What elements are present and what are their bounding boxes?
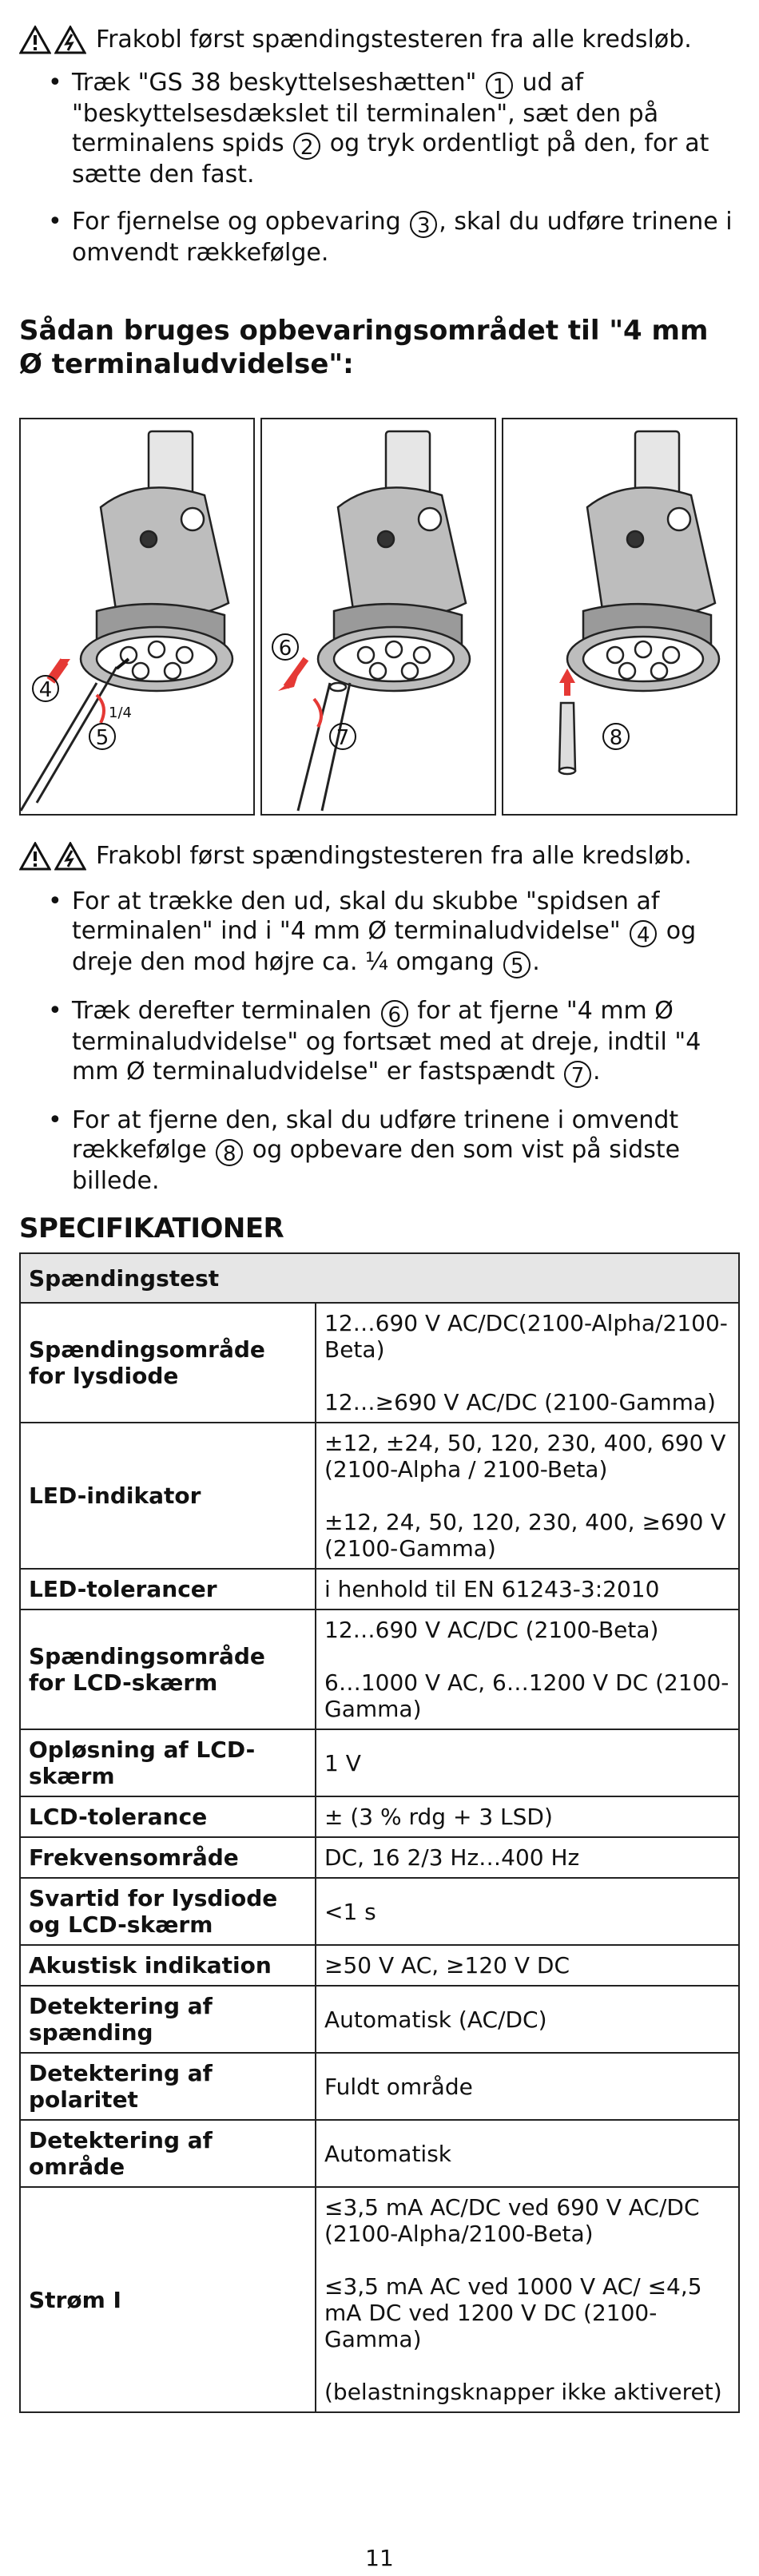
spec-label: Spændingsområde for lysdiode (20, 1303, 316, 1423)
spec-value-line: 12…690 V AC/DC(2100-Alpha/2100-Beta) (324, 1310, 728, 1363)
callout-number: 3 (410, 211, 437, 238)
spec-value-line: Fuldt område (324, 2073, 473, 2100)
callout-number: 7 (564, 1061, 591, 1088)
tester-illustration (503, 419, 736, 814)
spec-label: LED-tolerancer (20, 1569, 316, 1610)
spec-label: Opløsning af LCD-skærm (20, 1729, 316, 1796)
figure-1 (19, 418, 255, 816)
warning-line-1 (19, 24, 692, 56)
spec-label: LCD-tolerance (20, 1796, 316, 1837)
figure-3 (502, 418, 737, 816)
table-header: Spændingstest (20, 1253, 739, 1303)
text: for at fjerne "4 mm Ø terminaludvidelse" og fortsæt med at dreje, indtil "4 mm Ø terminaludvidelse" er fastspændt (72, 997, 701, 1086)
spec-value-line: i henhold til EN 61243-3:2010 (324, 1576, 660, 1602)
list-item (48, 207, 735, 268)
text: og dreje den mod højre ca. ¼ omgang (72, 917, 697, 976)
rotation-fraction: 1/4 (109, 705, 132, 721)
spec-value (316, 1837, 739, 1878)
spec-value-line: <1 s (324, 1898, 376, 1925)
spec-value-line: (belastningsknapper ikke aktiveret) (324, 2379, 722, 2405)
callout-number: 8 (602, 723, 630, 750)
spec-label: Frekvensområde (20, 1837, 316, 1878)
table-header-row (20, 1253, 739, 1303)
spec-label: Akustisk indikation (20, 1945, 316, 1986)
spec-value-line: ≥50 V AC, ≥120 V DC (324, 1952, 570, 1979)
warning-text: Frakobl først spændingstesteren fra alle kredsløb. (96, 842, 692, 870)
specifications-table (19, 1252, 740, 2413)
warning-line-2 (19, 840, 692, 872)
callout-number: 8 (216, 1139, 243, 1166)
callout-number: 2 (293, 133, 320, 160)
spec-label: Svartid for lysdiode og LCD-skærm (20, 1878, 316, 1945)
table-row (20, 1569, 739, 1610)
spec-value-line: Automatisk (324, 2140, 452, 2167)
figure-row (19, 418, 738, 817)
spec-value-line: 1 V (324, 1749, 361, 1776)
spec-label: Detektering af spænding (20, 1986, 316, 2053)
table-row (20, 2120, 739, 2187)
figure-2 (260, 418, 496, 816)
table-row (20, 1423, 739, 1569)
spec-value-line: Automatisk (AC/DC) (324, 2006, 547, 2033)
instruction-list-1 (48, 68, 735, 285)
spec-value (316, 2053, 739, 2120)
text: og opbevare den som vist på sidste billede. (72, 1136, 681, 1195)
list-item (48, 996, 735, 1088)
spec-value (316, 1986, 739, 2053)
table-row (20, 1986, 739, 2053)
tester-illustration (262, 419, 495, 814)
text: , skal du udføre trinene i omvendt rækkefølge. (72, 208, 733, 267)
table-row (20, 2187, 739, 2412)
text: For fjernelse og opbevaring (72, 208, 401, 236)
page-number: 11 (365, 2545, 394, 2571)
warning-text: Frakobl først spændingstesteren fra alle kredsløb. (96, 26, 692, 54)
electric-hazard-icon (54, 26, 86, 54)
table-row (20, 1837, 739, 1878)
warning-triangle-icon (19, 842, 51, 871)
callout-number: 5 (503, 951, 531, 978)
callout-number: 4 (630, 920, 657, 947)
callout-number: 4 (32, 675, 59, 702)
list-item (48, 887, 735, 978)
spec-value-line: DC, 16 2/3 Hz…400 Hz (324, 1844, 580, 1871)
spec-label: Strøm I (20, 2187, 316, 2412)
spec-value-line: ± (3 % rdg + 3 LSD) (324, 1804, 553, 1830)
table-row (20, 2053, 739, 2120)
callout-number: 7 (329, 723, 356, 750)
spec-value (316, 1303, 739, 1423)
spec-value (316, 1945, 739, 1986)
spec-value-line: ±12, 24, 50, 120, 230, 400, ≥690 V (2100-Gamma) (324, 1509, 726, 1562)
warning-icons (19, 842, 86, 871)
spec-label: Detektering af område (20, 2120, 316, 2187)
list-item (48, 1105, 735, 1196)
spec-value (316, 1569, 739, 1610)
table-row (20, 1796, 739, 1837)
spec-value (316, 1729, 739, 1796)
callout-number: 6 (272, 633, 299, 661)
table-row (20, 1945, 739, 1986)
callout-number: 6 (381, 1000, 408, 1027)
text: Træk derefter terminalen (72, 997, 372, 1025)
spec-value (316, 1878, 739, 1945)
spec-value (316, 2120, 739, 2187)
spec-value-line: ≤3,5 mA AC/DC ved 690 V AC/DC (2100-Alpha/2100-Beta) (324, 2194, 700, 2247)
table-row (20, 1729, 739, 1796)
spec-label: LED-indikator (20, 1423, 316, 1569)
table-row (20, 1878, 739, 1945)
text: ud af "beskyttelsesdækslet til terminalen", sæt den på terminalens spids (72, 69, 659, 157)
spec-label: Spændingsområde for LCD-skærm (20, 1610, 316, 1729)
list-item (48, 68, 735, 189)
spec-value-line: 6…1000 V AC, 6…1200 V DC (2100-Gamma) (324, 1669, 729, 1722)
text: For at fjerne den, skal du udføre trinene i omvendt rækkefølge (72, 1106, 679, 1164)
spec-value-line: ±12, ±24, 50, 120, 230, 400, 690 V (2100-Alpha / 2100-Beta) (324, 1430, 726, 1482)
table-row (20, 1610, 739, 1729)
spec-value (316, 2187, 739, 2412)
specifications-title: SPECIFIKATIONER (19, 1213, 284, 1244)
text: Træk "GS 38 beskyttelseshætten" (72, 69, 477, 97)
instruction-list-2 (48, 887, 735, 1213)
warning-icons (19, 26, 86, 54)
warning-triangle-icon (19, 26, 51, 54)
spec-value (316, 1796, 739, 1837)
text: For at trække den ud, skal du skubbe "spidsen af terminalen" ind i "4 mm Ø terminaludvidelse" (72, 887, 660, 945)
spec-value (316, 1610, 739, 1729)
text: og tryk ordentligt på den, for at sætte den fast. (72, 129, 709, 189)
spec-value-line: 12…690 V AC/DC (2100-Beta) (324, 1617, 659, 1643)
spec-value (316, 1423, 739, 1569)
electric-hazard-icon (54, 842, 86, 871)
table-row (20, 1303, 739, 1423)
callout-number: 5 (89, 723, 116, 750)
text: . (593, 1058, 601, 1086)
spec-label: Detektering af polaritet (20, 2053, 316, 2120)
tester-illustration (21, 419, 253, 814)
spec-value-line: 12…≥690 V AC/DC (2100-Gamma) (324, 1389, 716, 1415)
callout-number: 1 (486, 72, 513, 99)
section-heading: Sådan bruges opbevaringsområdet til "4 mm Ø terminaludvidelse": (19, 315, 709, 380)
spec-value-line: ≤3,5 mA AC ved 1000 V AC/ ≤4,5 mA DC ved 1200 V DC (2100-Gamma) (324, 2273, 702, 2352)
text: . (532, 948, 540, 976)
